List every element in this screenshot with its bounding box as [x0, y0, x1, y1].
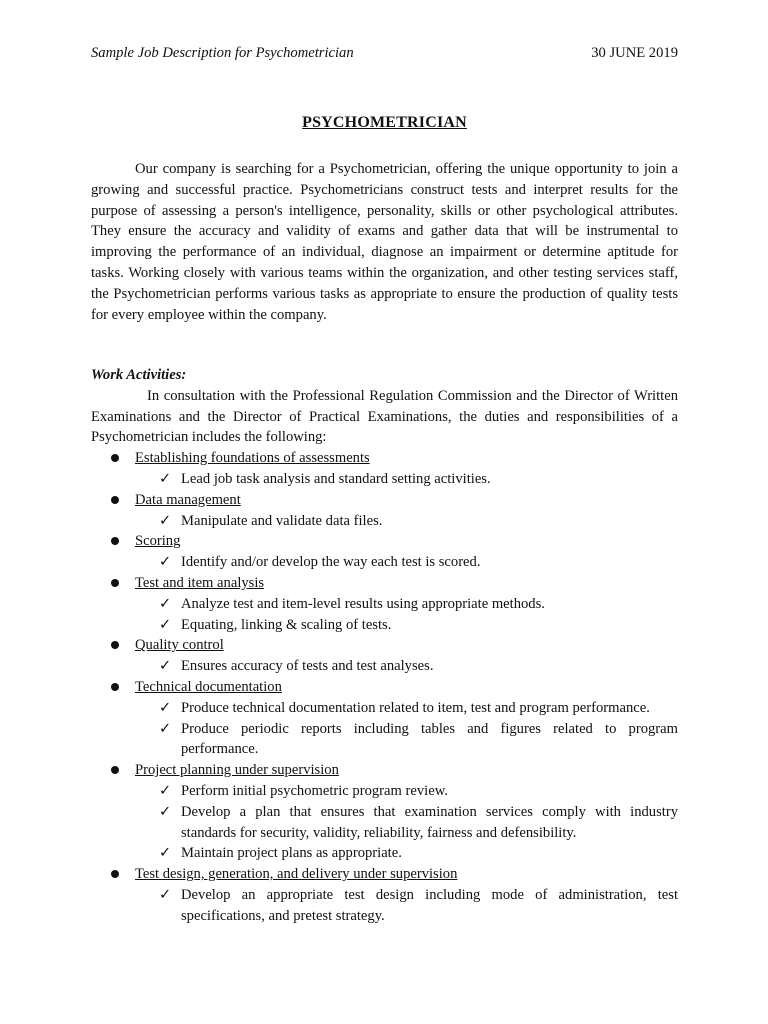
duty-task-text: Develop a plan that ensures that examination services comply with industry standards for security, validity, reliability, fairness and defensibility.	[181, 803, 678, 841]
duty-task-text: Ensures accuracy of tests and test analyses.	[181, 658, 434, 675]
checkmark-icon: ✓	[159, 720, 172, 737]
bullet-icon	[111, 641, 119, 649]
duty-task	[135, 719, 678, 761]
bullet-icon	[111, 454, 119, 462]
duty-category-label: Test design, generation, and delivery under supervision	[135, 866, 458, 883]
bullet-icon	[111, 496, 119, 504]
duty-task	[135, 885, 678, 927]
intro-paragraph: Our company is searching for a Psychometrician, offering the unique opportunity to join a growing and successful practice. Psychometricians construct tests and interpret results for the purpose of assessing a person's intelligence, personality, skills or other psychological attributes. They ensure the accuracy and validity of exams and gather data that will be instrumental to improving the performance of an individual, diagnose an impairment or determine aptitude for tasks. Working closely with various teams within the organization, and other testing services staff, the Psychometrician performs various tasks as appropriate to ensure the production of quality tests for every employee within the company.	[91, 161, 678, 323]
duty-task-list	[135, 469, 678, 490]
duty-task-list	[135, 698, 678, 760]
duty-task-list	[135, 511, 678, 532]
checkmark-icon: ✓	[159, 845, 172, 862]
duty-category	[91, 573, 678, 635]
duty-category	[91, 448, 678, 490]
work-activities-heading: Work Activities:	[91, 367, 187, 383]
header-date: 30 JUNE 2019	[591, 45, 678, 61]
checkmark-icon: ✓	[159, 699, 172, 716]
duty-task	[135, 843, 678, 864]
duty-task-text: Perform initial psychometric program review.	[181, 782, 448, 799]
duty-category	[91, 635, 678, 677]
duty-task-list	[135, 656, 678, 677]
checkmark-icon: ✓	[159, 616, 172, 633]
checkmark-icon: ✓	[159, 554, 172, 571]
page-title: PSYCHOMETRICIAN	[302, 114, 467, 131]
checkmark-icon: ✓	[159, 512, 172, 529]
duty-task-text: Produce periodic reports including tables and figures related to program performance.	[181, 720, 678, 758]
duty-category	[91, 677, 678, 760]
checkmark-icon: ✓	[159, 658, 172, 675]
duties-list	[91, 448, 678, 926]
checkmark-icon: ✓	[159, 886, 172, 903]
duty-category-label: Test and item analysis	[135, 574, 265, 591]
duty-task-list	[135, 594, 678, 636]
document-page	[91, 0, 678, 1024]
duty-task	[135, 594, 678, 615]
duty-task-list	[135, 885, 678, 927]
bullet-icon	[111, 683, 119, 691]
work-activities-section	[91, 365, 678, 927]
duty-category-label: Establishing foundations of assessments	[135, 450, 370, 467]
page-header	[91, 45, 678, 65]
bullet-icon	[111, 537, 119, 545]
bullet-icon	[111, 870, 119, 878]
duty-task	[135, 469, 678, 490]
duty-task-list	[135, 781, 678, 864]
duty-category	[91, 490, 678, 532]
duty-task-list	[135, 552, 678, 573]
duty-category	[91, 531, 678, 573]
duty-task	[135, 656, 678, 677]
header-document-title: Sample Job Description for Psychometrician	[91, 45, 354, 61]
duty-category-label: Quality control	[135, 637, 224, 654]
duty-category	[91, 864, 678, 926]
duty-task	[135, 511, 678, 532]
duty-task-text: Analyze test and item-level results using appropriate methods.	[181, 595, 545, 612]
duty-task	[135, 552, 678, 573]
duty-task-text: Manipulate and validate data files.	[181, 512, 383, 529]
duty-task-text: Develop an appropriate test design including mode of administration, test specifications, and pretest strategy.	[181, 886, 678, 924]
checkmark-icon: ✓	[159, 782, 172, 799]
duty-task	[135, 698, 678, 719]
checkmark-icon: ✓	[159, 595, 172, 612]
work-activities-lead: In consultation with the Professional Regulation Commission and the Director of Written Examinations and the Director of Practical Examinations, the duties and responsibilities of a Psychometrician includes the following:	[91, 387, 678, 446]
duty-task	[135, 802, 678, 844]
checkmark-icon: ✓	[159, 803, 172, 820]
duty-task	[135, 615, 678, 636]
duty-category-label: Project planning under supervision	[135, 762, 339, 779]
duty-task-text: Lead job task analysis and standard setting activities.	[181, 470, 491, 487]
duty-task-text: Produce technical documentation related to item, test and program performance.	[181, 699, 650, 716]
duty-category	[91, 760, 678, 864]
duty-task	[135, 781, 678, 802]
duty-task-text: Equating, linking & scaling of tests.	[181, 616, 392, 633]
bullet-icon	[111, 579, 119, 587]
bullet-icon	[111, 766, 119, 774]
duty-task-text: Identify and/or develop the way each test is scored.	[181, 554, 481, 571]
duty-category-label: Scoring	[135, 533, 181, 550]
duty-task-text: Maintain project plans as appropriate.	[181, 845, 402, 862]
checkmark-icon: ✓	[159, 470, 172, 487]
duty-category-label: Technical documentation	[135, 678, 282, 695]
duty-category-label: Data management	[135, 491, 241, 508]
